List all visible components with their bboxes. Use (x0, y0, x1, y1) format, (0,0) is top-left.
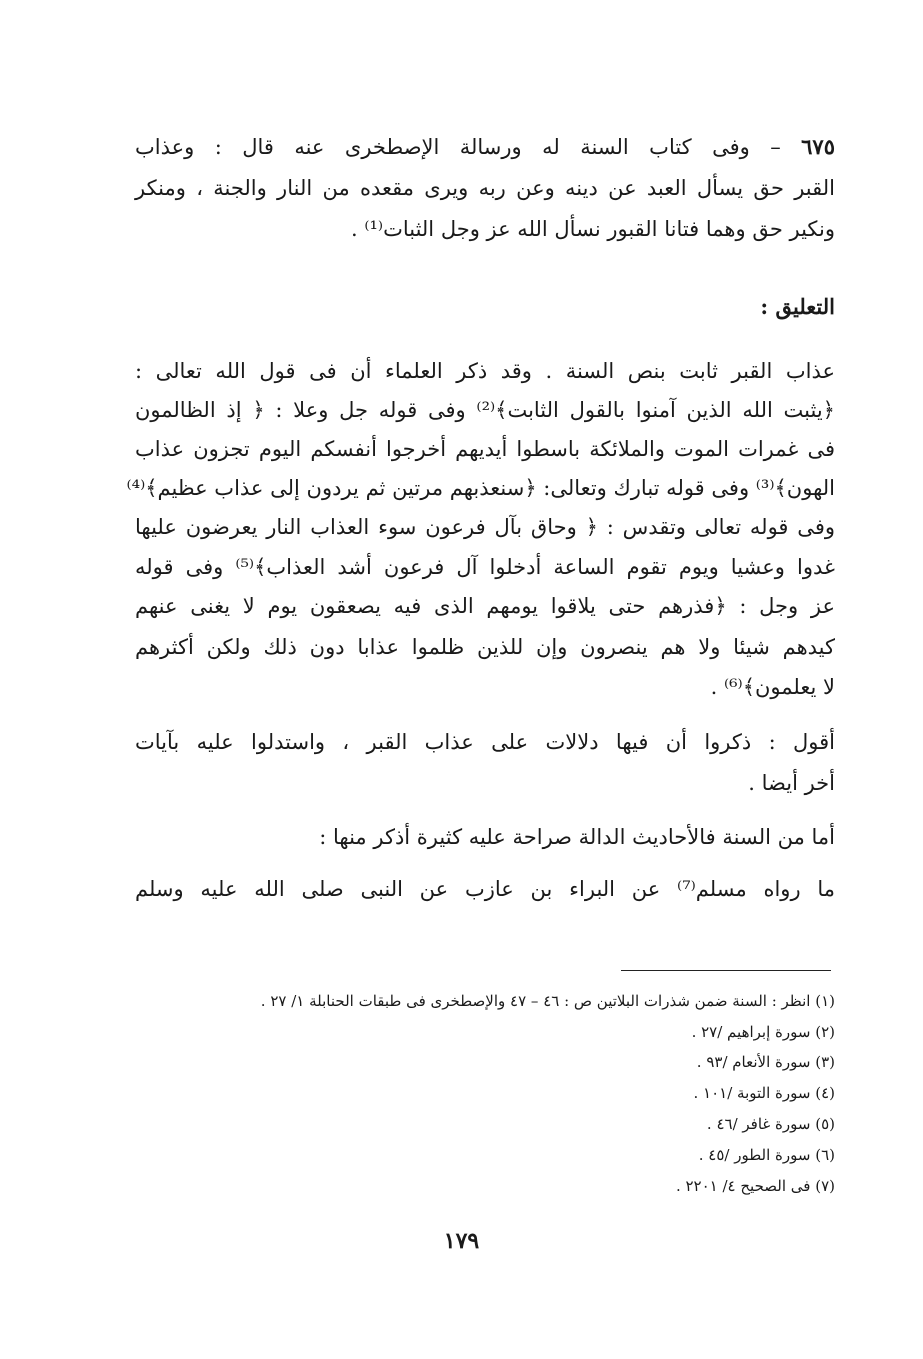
paragraph1-line-2: ﴿يثبت الله الذين آمنوا بالقول الثابت﴾⁽²⁾ وفى قوله جل وعلا : ﴿ إذ الظالمون (135, 398, 835, 422)
paragraph1-line-5: وفى قوله تعالى وتقدس : ﴿ وحاق بآل فرعون سوء العذاب النار يعرضون عليها (135, 515, 835, 539)
paragraph1-line-9: لا يعلمون﴾⁽⁶⁾ . (710, 675, 835, 699)
footnote-1: (١) انظر : السنة ضمن شذرات البلاتين ص : ٤٦ – ٤٧ والإصطخرى فى طبقات الحنابلة ١/ ٢٧ . (260, 992, 835, 1010)
paragraph1-line-8: كيدهم شيئا ولا هم ينصرون وإن للذين ظلموا عذابا دون ذلك ولكن أكثرهم (135, 635, 835, 659)
paragraph1-line-4: الهون﴾⁽³⁾ وفى قوله تبارك وتعالى: ﴿سنعذبهم مرتين ثم يردون إلى عذاب عظيم﴾⁽⁴⁾ (126, 476, 835, 500)
paragraph2-line-2: أخر أيضا . (748, 771, 835, 795)
footnote-3: (٣) سورة الأنعام /٩٣ . (696, 1053, 835, 1071)
page-number: ١٧٩ (443, 1228, 480, 1254)
footnote-divider (621, 970, 831, 971)
commentary-heading: التعليق : (760, 294, 835, 319)
paragraph2-line-1: أقول : ذكروا أن فيها دلالات على عذاب القبر ، واستدلوا عليه بآيات (135, 730, 835, 754)
item-line-1 (135, 132, 835, 164)
item-line-2: القبر حق يسأل العبد عن دينه وعن ربه ويرى مقعده من النار والجنة ، ومنكر (135, 176, 835, 200)
footnote-5: (٥) سورة غافر /٤٦ . (706, 1115, 835, 1133)
item-number: ٦٧٥ (801, 134, 835, 159)
footnote-7: (٧) فى الصحيح ٤/ ٢٢٠١ . (675, 1177, 835, 1195)
footnote-6: (٦) سورة الطور /٤٥ . (698, 1146, 835, 1164)
item-line-3: ونكير حق وهما فتانا القبور نسأل الله عز وجل الثبات⁽¹⁾ . (350, 217, 835, 241)
footnote-2: (٢) سورة إبراهيم /٢٧ . (691, 1023, 835, 1041)
paragraph1-line-6: غدوا وعشيا ويوم تقوم الساعة أدخلوا آل فرعون أشد العذاب﴾⁽⁵⁾ وفى قوله (135, 555, 835, 579)
paragraph1-line-1: عذاب القبر ثابت بنص السنة . وقد ذكر العلماء أن فى قول الله تعالى : (135, 359, 835, 383)
paragraph1-line-3: فى غمرات الموت والملائكة باسطوا أيديهم أخرجوا أنفسكم اليوم تجزون عذاب (135, 437, 835, 461)
footnote-4: (٤) سورة التوبة /١٠١ . (693, 1084, 835, 1102)
item-line-1-text: – وفى كتاب السنة له ورسالة الإصطخرى عنه قال : وعذاب (135, 135, 781, 159)
paragraph1-line-7: عز وجل : ﴿فذرهم حتى يلاقوا يومهم الذى فيه يصعقون يوم لا يغنى عنهم (135, 594, 835, 618)
paragraph4-line-1: ما رواه مسلم⁽⁷⁾ عن البراء بن عازب عن النبى صلى الله عليه وسلم (135, 877, 835, 901)
paragraph3-line-1: أما من السنة فالأحاديث الدالة صراحة عليه كثيرة أذكر منها : (319, 825, 835, 849)
